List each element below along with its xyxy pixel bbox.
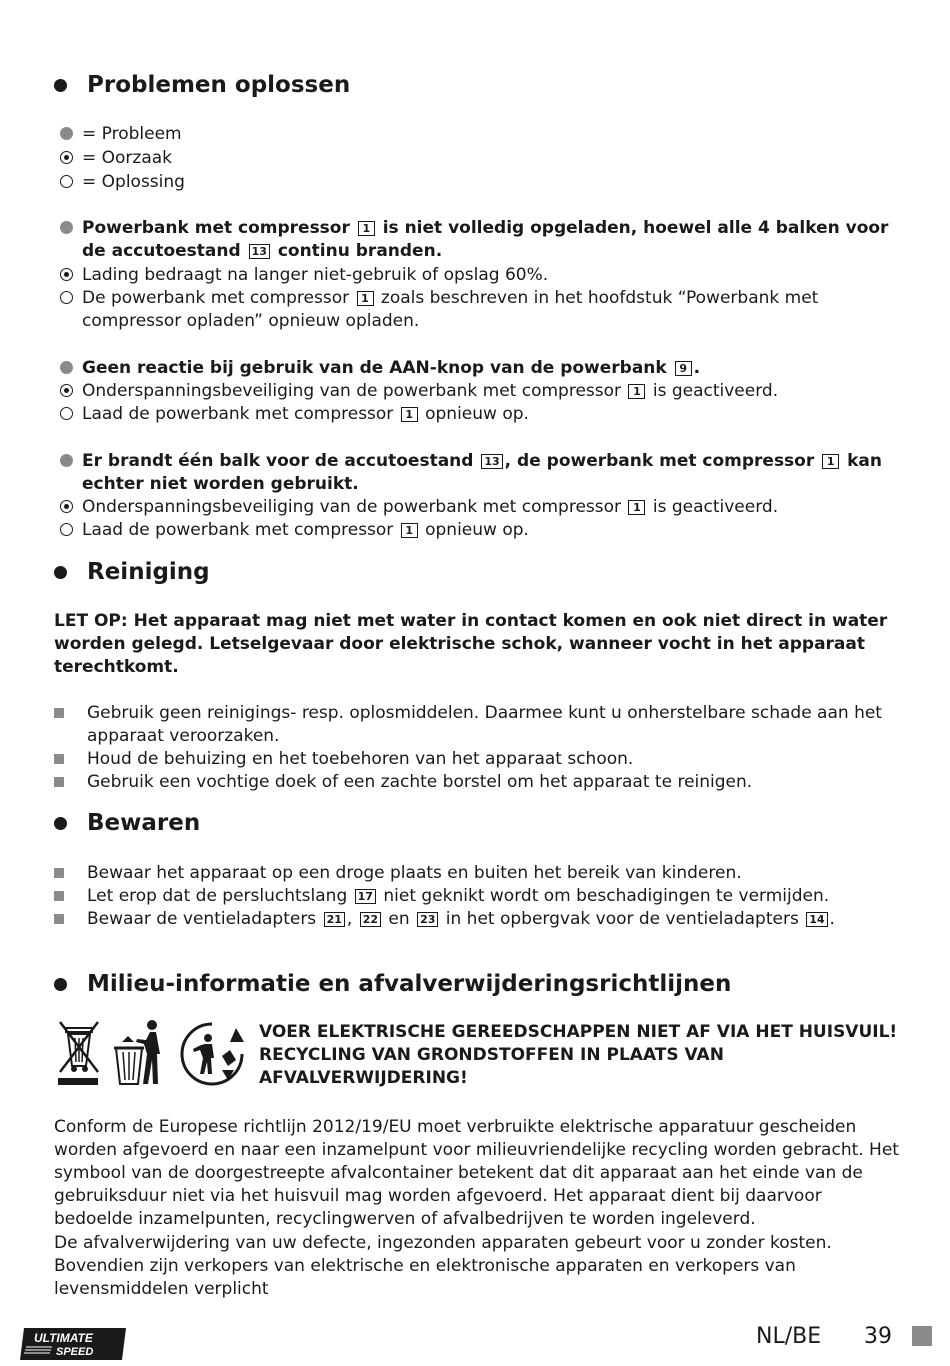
cleaning-bullet: Gebruik een vochtige doek of een zachte borstel om het apparaat te reinigen. bbox=[54, 771, 894, 794]
heading-text: Milieu-informatie en afvalverwijderingsrichtlijnen bbox=[87, 971, 732, 997]
page-number: 39 bbox=[864, 1324, 892, 1349]
legend-label: = Oplossing bbox=[82, 172, 185, 192]
square-bullet-icon bbox=[54, 777, 64, 787]
solution-icon bbox=[60, 175, 73, 188]
storage-bullet: Bewaar het apparaat op een droge plaats en buiten het bereik van kinderen. bbox=[54, 862, 894, 885]
page-marker-square bbox=[912, 1326, 932, 1346]
cause-text: Onderspanningsbeveiliging van de powerbank met compressor 1 is geactiveerd. bbox=[82, 381, 779, 401]
cause-icon bbox=[60, 151, 73, 164]
problem-1 bbox=[60, 217, 890, 263]
ref-number: 1 bbox=[822, 454, 839, 469]
solution-icon bbox=[60, 407, 73, 420]
cause-icon bbox=[60, 268, 73, 281]
section-heading-problems bbox=[54, 72, 350, 98]
recycling-symbol-icon bbox=[178, 1020, 246, 1088]
solution-text: Laad de powerbank met compressor 1 opnieuw op. bbox=[82, 520, 529, 540]
solution-icon bbox=[60, 291, 73, 304]
environment-paragraph-2: De afvalverwijdering van uw defecte, ingezonden apparaten gebeurt voor u zonder kosten. Bovendien zijn verkopers van elektrische en elektronische apparaten en verkopers van levensmiddelen verplicht bbox=[54, 1233, 832, 1299]
cleaning-warning: LET OP: Het apparaat mag niet met water in contact komen en ook niet direct in water worden gelegd. Letselgevaar door elektrische schok, wanneer vocht in het apparaat terechtkomt. bbox=[54, 611, 888, 677]
storage-bullet: Bewaar de ventieladapters 21 , 22 en 23 in het opbergvak voor de ventieladapters 14 . bbox=[54, 908, 894, 931]
legend-problem bbox=[60, 123, 890, 146]
legend-solution bbox=[60, 171, 890, 194]
ref-number: 23 bbox=[417, 912, 438, 927]
ref-number: 22 bbox=[360, 912, 381, 927]
environment-paragraph-1: Conform de Europese richtlijn 2012/19/EU moet verbruikte elektrische apparatuur gescheiden worden afgevoerd en naar een inzamelpunt voor milieuvriendelijke recycling worden gebracht. Het symbool van de doorgestreepte afvalcontainer betekent dat dit apparaat aan het einde van de gebruiksduur niet via het huisvuil mag worden afgevoerd. Het apparaat dient bij daarvoor bedoelde inzamelpunten, recyclingwerven of afvalbedrijven te worden ingeleverd. bbox=[54, 1117, 899, 1229]
solution-icon bbox=[60, 523, 73, 536]
problem-2 bbox=[60, 357, 890, 380]
problem-text: Geen reactie bij gebruik van de AAN-knop van de powerbank 9 . bbox=[82, 358, 701, 378]
footer-language: NL/BE bbox=[756, 1324, 822, 1349]
ref-number: 1 bbox=[357, 291, 374, 306]
solution-1 bbox=[60, 287, 890, 333]
solution-text: De powerbank met compressor 1 zoals beschreven in het hoofdstuk “Powerbank met compressor opladen” opnieuw opladen. bbox=[82, 288, 819, 331]
cleaning-bullet: Gebruik geen reinigings- resp. oplosmiddelen. Daarmee kunt u onherstelbare schade aan het apparaat veroorzaken. bbox=[54, 702, 894, 748]
ref-number: 1 bbox=[628, 384, 645, 399]
cause-text: Lading bedraagt na langer niet-gebruik of opslag 60%. bbox=[82, 265, 549, 285]
square-bullet-icon bbox=[54, 891, 64, 901]
heading-text: Reiniging bbox=[87, 559, 210, 585]
cause-1 bbox=[60, 264, 890, 287]
problem-text: Er brandt één balk voor de accutoestand 13 , de powerbank met compressor 1 kan echter niet worden gebruikt. bbox=[82, 451, 882, 494]
square-bullet-icon bbox=[54, 708, 64, 718]
section-heading-environment bbox=[54, 971, 731, 997]
logo-text-line2: SPEED bbox=[56, 1346, 94, 1358]
cleaning-bullet: Houd de behuizing en het toebehoren van het apparaat schoon. bbox=[54, 748, 894, 771]
cause-icon bbox=[60, 384, 73, 397]
storage-bullet: Let erop dat de persluchtslang 17 niet geknikt wordt om beschadigingen te vermijden. bbox=[54, 885, 894, 908]
bullet-dot-icon bbox=[54, 79, 67, 92]
problem-icon bbox=[60, 361, 73, 374]
crossed-out-bin-icon bbox=[54, 1018, 104, 1088]
ref-number: 1 bbox=[401, 407, 418, 422]
cause-text: Onderspanningsbeveiliging van de powerbank met compressor 1 is geactiveerd. bbox=[82, 497, 779, 517]
ultimate-speed-logo bbox=[20, 1326, 128, 1362]
legend-label: = Probleem bbox=[82, 124, 182, 144]
section-heading-storage bbox=[54, 810, 200, 836]
legend-label: = Oorzaak bbox=[82, 148, 173, 168]
ref-number: 1 bbox=[358, 221, 375, 236]
section-heading-cleaning bbox=[54, 559, 210, 585]
ref-number: 9 bbox=[675, 361, 692, 376]
trash-bin-person-icon bbox=[110, 1018, 170, 1088]
problem-icon bbox=[60, 127, 73, 140]
bullet-dot-icon bbox=[54, 978, 67, 991]
solution-2 bbox=[60, 403, 890, 426]
heading-text: Bewaren bbox=[87, 810, 201, 836]
cause-2 bbox=[60, 380, 890, 403]
environment-notice: VOER ELEKTRISCHE GEREEDSCHAPPEN NIET AF VIA HET HUISVUIL! RECYCLING VAN GRONDSTOFFEN IN PLAATS VAN AFVALVERWIJDERING! bbox=[259, 1022, 898, 1088]
problem-icon bbox=[60, 454, 73, 467]
bullet-dot-icon bbox=[54, 566, 67, 579]
bullet-dot-icon bbox=[54, 817, 67, 830]
ref-number: 14 bbox=[806, 912, 827, 927]
heading-text: Problemen oplossen bbox=[87, 72, 351, 98]
square-bullet-icon bbox=[54, 868, 64, 878]
ref-number: 13 bbox=[481, 454, 502, 469]
solution-text: Laad de powerbank met compressor 1 opnieuw op. bbox=[82, 404, 529, 424]
logo-text-line1: ULTIMATE bbox=[34, 1331, 93, 1345]
solution-3 bbox=[60, 519, 890, 542]
cause-3 bbox=[60, 496, 890, 519]
ref-number: 1 bbox=[401, 523, 418, 538]
cause-icon bbox=[60, 500, 73, 513]
ref-number: 17 bbox=[355, 889, 376, 904]
problem-text: Powerbank met compressor 1 is niet volledig opgeladen, hoewel alle 4 balken voor de accutoestand 13 continu branden. bbox=[82, 218, 889, 261]
square-bullet-icon bbox=[54, 914, 64, 924]
square-bullet-icon bbox=[54, 754, 64, 764]
ref-number: 21 bbox=[324, 912, 345, 927]
problem-icon bbox=[60, 221, 73, 234]
ref-number: 1 bbox=[628, 500, 645, 515]
legend-cause bbox=[60, 147, 890, 170]
ref-number: 13 bbox=[249, 244, 270, 259]
problem-3 bbox=[60, 450, 890, 496]
